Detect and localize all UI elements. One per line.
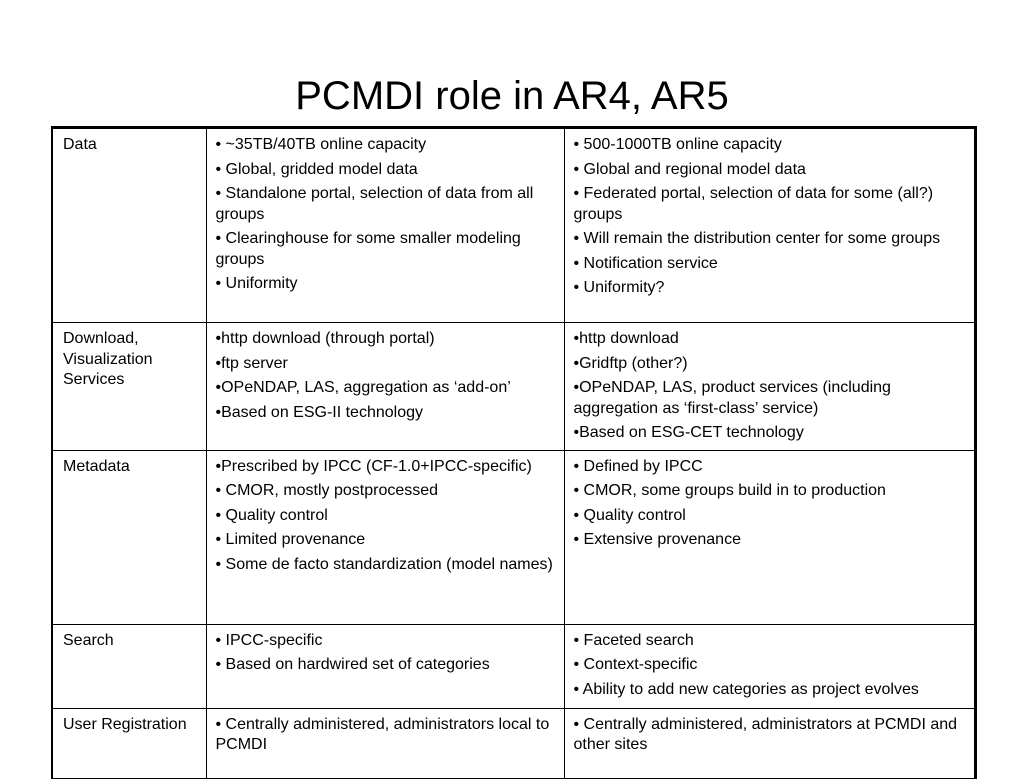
list-item: • ~35TB/40TB online capacity bbox=[215, 136, 427, 153]
category-label: Data bbox=[63, 136, 97, 153]
category-label: User Registration bbox=[63, 715, 187, 733]
ar5-cell bbox=[564, 128, 975, 323]
list-item: • Extensive provenance bbox=[573, 531, 741, 548]
category-cell bbox=[52, 128, 206, 323]
ar4-cell bbox=[206, 624, 564, 708]
list-item: • Centrally administered, administrators local to PCMDI bbox=[215, 715, 550, 753]
list-item: • Will remain the distribution center for some groups bbox=[573, 230, 941, 247]
slide-title: PCMDI role in AR4, AR5 bbox=[295, 74, 729, 118]
list-item: • Some de facto standardization (model names) bbox=[215, 555, 553, 573]
list-item: •ftp server bbox=[215, 354, 288, 372]
list-item: • Clearinghouse for some smaller modeling groups bbox=[215, 230, 521, 268]
table-row bbox=[52, 624, 975, 708]
table-row bbox=[52, 323, 975, 451]
list-item: • Quality control bbox=[573, 506, 686, 524]
category-label: Search bbox=[63, 631, 114, 649]
list-item: • CMOR, mostly postprocessed bbox=[215, 482, 439, 499]
list-item: • Standalone portal, selection of data from all groups bbox=[215, 185, 534, 223]
list-item: • 500-1000TB online capacity bbox=[573, 136, 782, 153]
ar4-cell bbox=[206, 450, 564, 624]
list-item: • Uniformity bbox=[215, 275, 298, 292]
list-item: • Defined by IPCC bbox=[573, 457, 703, 475]
list-item: •OPeNDAP, LAS, aggregation as ‘add-on’ bbox=[215, 379, 511, 396]
list-item: • Limited provenance bbox=[215, 531, 366, 548]
table-row bbox=[52, 128, 975, 323]
list-item: • Centrally administered, administrators at PCMDI and other sites bbox=[573, 715, 958, 753]
list-item: •http download (through portal) bbox=[215, 330, 435, 347]
list-item: •http download bbox=[573, 330, 679, 347]
ar5-cell bbox=[564, 323, 975, 451]
comparison-table bbox=[51, 126, 977, 779]
ar4-cell bbox=[206, 323, 564, 451]
ar4-cell bbox=[206, 128, 564, 323]
table-row bbox=[52, 450, 975, 624]
list-item: •OPeNDAP, LAS, product services (including aggregation as ‘first-class’ service) bbox=[573, 379, 891, 417]
category-cell bbox=[52, 624, 206, 708]
list-item: • Global, gridded model data bbox=[215, 160, 418, 178]
list-item: • Based on hardwired set of categories bbox=[215, 656, 490, 673]
list-item: •Based on ESG-II technology bbox=[215, 403, 423, 421]
list-item: • Faceted search bbox=[573, 631, 694, 649]
category-label: Download, Visualization Services bbox=[63, 330, 153, 388]
category-cell bbox=[52, 323, 206, 451]
list-item: • Ability to add new categories as project evolves bbox=[573, 680, 919, 698]
list-item: • Context-specific bbox=[573, 656, 698, 673]
list-item: •Prescribed by IPCC (CF-1.0+IPCC-specific) bbox=[215, 457, 532, 475]
list-item: •Based on ESG-CET technology bbox=[573, 424, 804, 441]
ar5-cell bbox=[564, 624, 975, 708]
list-item: •Gridftp (other?) bbox=[573, 354, 688, 372]
list-item: • IPCC-specific bbox=[215, 631, 323, 649]
list-item: • Quality control bbox=[215, 506, 328, 524]
list-item: • Federated portal, selection of data for some (all?) groups bbox=[573, 185, 934, 223]
category-cell bbox=[52, 450, 206, 624]
list-item: • CMOR, some groups build in to production bbox=[573, 482, 886, 499]
list-item: • Uniformity? bbox=[573, 279, 665, 296]
ar5-cell bbox=[564, 450, 975, 624]
category-label: Metadata bbox=[63, 457, 130, 475]
list-item: • Notification service bbox=[573, 254, 718, 272]
list-item: • Global and regional model data bbox=[573, 160, 806, 178]
